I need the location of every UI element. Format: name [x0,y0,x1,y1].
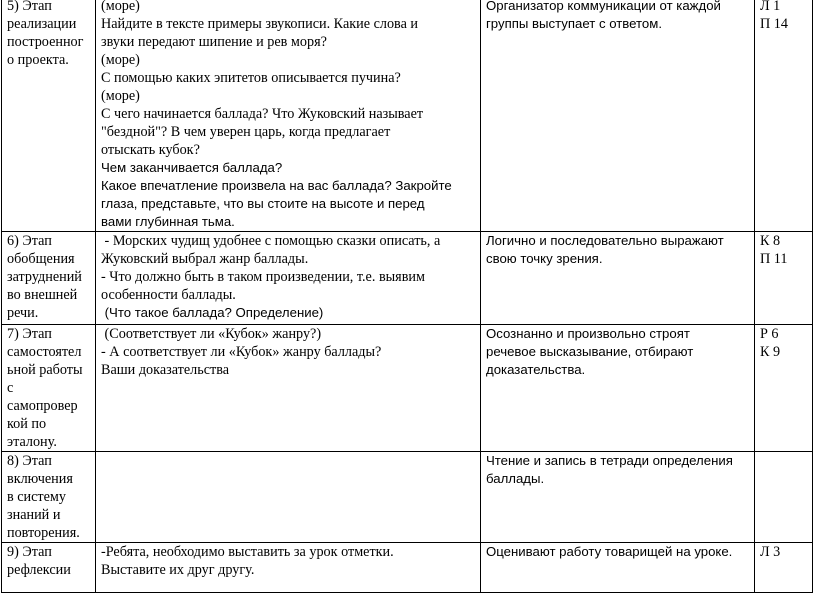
teacher-activity-cell [96,543,481,593]
teacher-text: Ваши доказательства [101,362,229,378]
stage-text: затруднений [7,269,82,285]
teacher-text: (море) [101,0,140,14]
uud-code: Л 3 [760,544,781,560]
teacher-text: (море) [101,52,140,68]
stage-text: самостоятел [7,344,82,360]
teacher-text: С чего начинается баллада? Что Жуковский называет [101,106,424,122]
stage-text: речи. [7,305,39,321]
student-activity-cell [481,325,755,452]
uud-code: П 11 [760,251,788,267]
teacher-text: (Что такое баллада? Определение) [101,305,324,320]
student-text: доказательства. [486,362,586,377]
uud-code: Р 6 [760,326,779,342]
stage-text: в систему [7,489,67,505]
uud-code: Л 1 [760,0,781,14]
student-text: свою точку зрения. [486,251,603,266]
student-text: речевое высказывание, отбирают [486,344,694,359]
stage-text: с [7,380,14,396]
student-text: Чтение и запись в тетради определения [486,453,733,468]
student-activity-cell [481,452,755,543]
uud-code: П 14 [760,16,788,32]
teacher-text: Найдите в тексте примеры звукописи. Какие слова и [101,16,419,32]
teacher-activity-cell [96,232,481,325]
student-text: группы выступает с ответом. [486,16,663,31]
stage-text: повторения. [7,525,80,541]
stage-text: рефлексии [7,562,71,578]
uud-code-cell [755,0,813,232]
stage-text: знаний и [7,507,61,523]
teacher-text: С помощью каких эпитетов описывается пучина? [101,70,401,86]
lesson-plan-table [1,0,813,593]
stage-text: 6) Этап [7,233,52,249]
teacher-text: - Морских чудищ удобнее с помощью сказки описать, а [101,233,441,249]
uud-code-cell [755,325,813,452]
student-activity-cell [481,0,755,232]
uud-code: К 9 [760,344,781,360]
student-text: Логично и последовательно выражают [486,233,724,248]
student-activity-cell [481,543,755,593]
table-row [2,325,813,452]
student-text: Оценивают работу товарищей на уроке. [486,544,733,559]
stage-text: во внешней [7,287,78,303]
student-text: баллады. [486,471,545,486]
teacher-text: Чем заканчивается баллада? [101,160,283,175]
stage-text: реализации [7,16,77,32]
table-row [2,452,813,543]
stage-text: о проекта. [7,52,69,68]
teacher-text: звуки передают шипение и рев моря? [101,34,327,50]
teacher-text: отыскать кубок? [101,142,200,158]
table-row [2,232,813,325]
student-text: Осознанно и произвольно строят [486,326,690,341]
teacher-text: особенности баллады. [101,287,236,303]
uud-code-cell [755,452,813,543]
stage-text: кой по [7,416,47,432]
teacher-text: Какое впечатление произвела на вас баллада? Закройте [101,178,452,193]
student-activity-cell [481,232,755,325]
teacher-text: (море) [101,88,140,104]
teacher-text: -Ребята, необходимо выставить за урок отметки. [101,544,394,560]
stage-text: самопровер [7,398,78,414]
stage-cell [2,325,96,452]
teacher-text: Жуковский выбрал жанр баллады. [101,251,309,267]
stage-cell [2,232,96,325]
uud-code-cell [755,232,813,325]
teacher-text: "бездной"? В чем уверен царь, когда предлагает [101,124,391,140]
stage-text: обобщения [7,251,75,267]
teacher-activity-cell [96,325,481,452]
teacher-text: (Соответствует ли «Кубок» жанру?) [101,326,322,342]
stage-text: включения [7,471,73,487]
stage-text: 9) Этап [7,544,52,560]
teacher-text: - Что должно быть в таком произведении, т.е. выявим [101,269,425,285]
stage-cell [2,543,96,593]
table-row [2,0,813,232]
stage-text: 8) Этап [7,453,52,469]
stage-text: ьной работы [7,362,83,378]
teacher-text: вами глубинная тьма. [101,214,235,229]
uud-code: К 8 [760,233,781,249]
stage-text: построенног [7,34,84,50]
stage-text: эталону. [7,434,57,450]
uud-code-cell [755,543,813,593]
stage-cell [2,0,96,232]
teacher-activity-cell [96,0,481,232]
teacher-text: глаза, представьте, что вы стоите на высоте и перед [101,196,425,211]
teacher-text: - А соответствует ли «Кубок» жанру баллады? [101,344,382,360]
table-row [2,543,813,593]
stage-text: 5) Этап [7,0,52,14]
teacher-text: Выставите их друг другу. [101,562,255,578]
teacher-activity-cell [96,452,481,543]
student-text: Организатор коммуникации от каждой [486,0,721,13]
stage-cell [2,452,96,543]
stage-text: 7) Этап [7,326,52,342]
